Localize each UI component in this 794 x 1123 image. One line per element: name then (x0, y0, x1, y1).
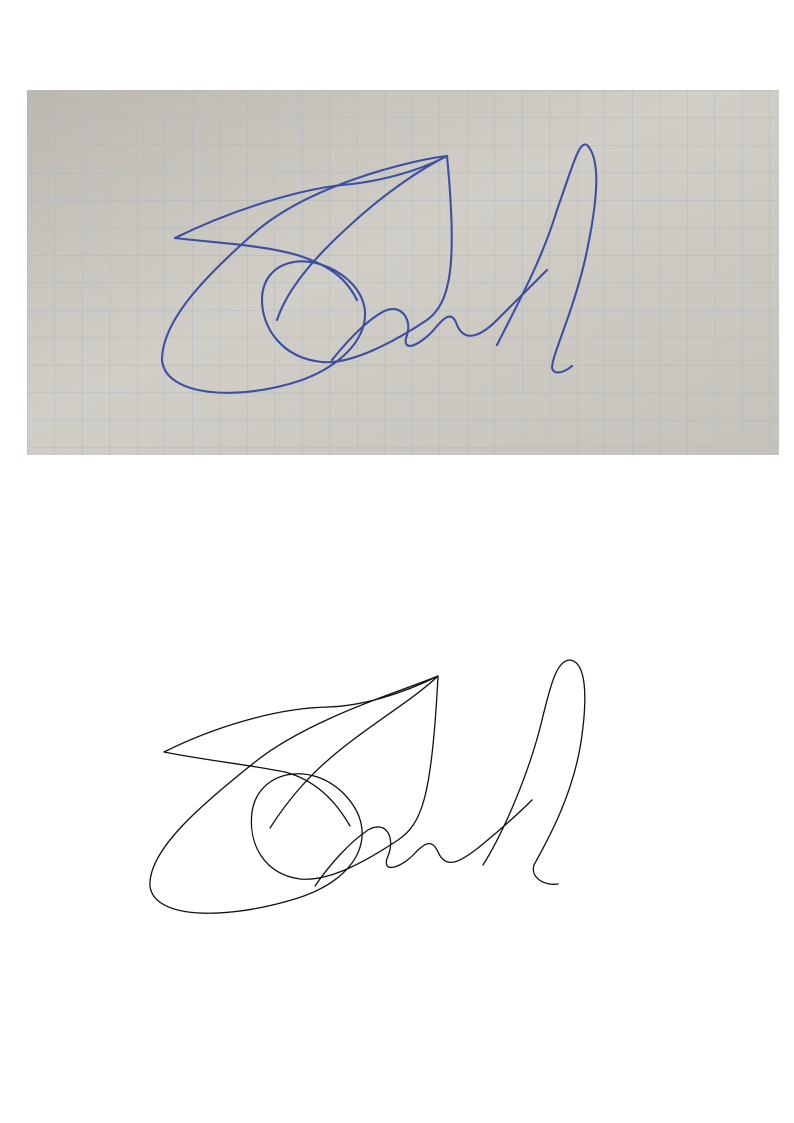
signature-vector-trace (140, 650, 600, 925)
signature-vector-svg (140, 650, 600, 925)
signature-photo-svg (27, 90, 779, 455)
grid-lines (27, 90, 779, 455)
signature-vector-letter-l (483, 660, 585, 884)
signature-vector-ink (150, 660, 585, 913)
signature-photo (27, 90, 779, 455)
signature-vector-top-stroke (164, 676, 438, 828)
signature-vector-left-bar (164, 752, 350, 826)
signature-vector-letters-a-u (315, 800, 532, 886)
